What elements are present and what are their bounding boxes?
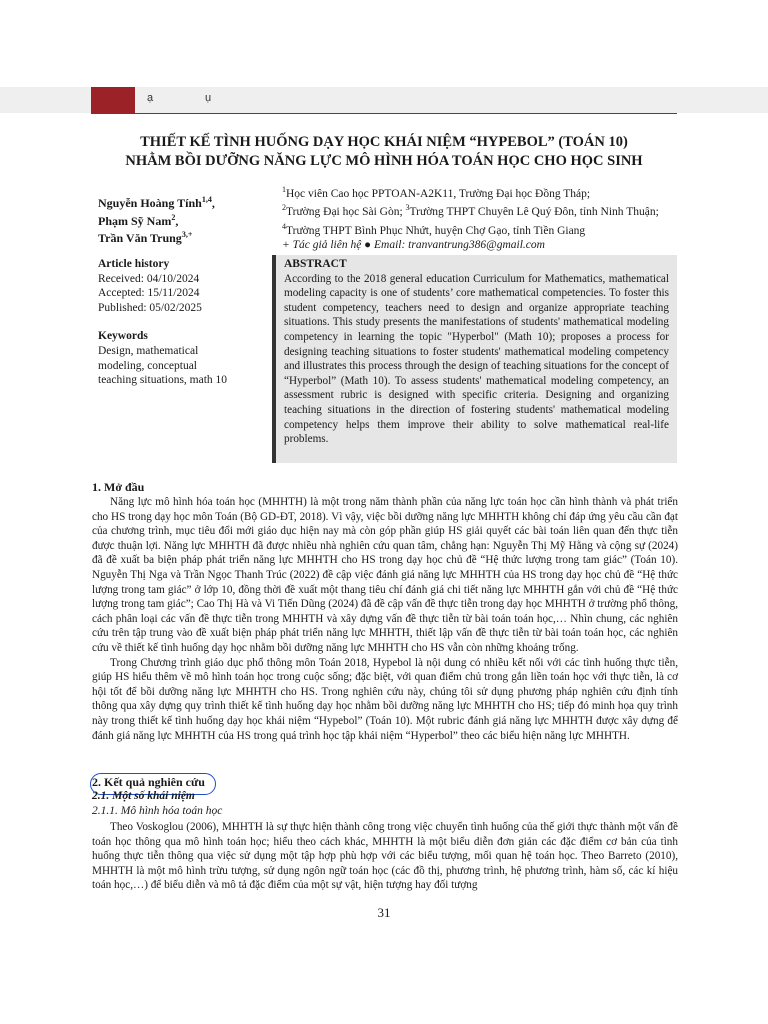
subsection-2-1-1-heading: 2.1.1. Mô hình hóa toán học [92,805,223,817]
author: Trần Văn Trung$^{3,+}$ [98,230,193,246]
subsection-2-1-heading: 2.1. Một số khái niệm [92,790,195,802]
keywords-line: teaching situations, math 10 [98,374,228,387]
header-rule [91,113,677,114]
author: Nguyễn Hoàng Tính$^{1,4}$, [98,195,215,210]
article-history-heading: Article history [98,258,170,270]
received-date: Received: 04/10/2024 [98,272,200,285]
paragraph: Theo Voskoglou (2006), MHHTH là sự thực hiện thành công trong việc chuyển tình huống của thế giới thực thành một vấn đề toán học thông qua mô hình toán học; hiểu theo cách khác, MHHTH là một biểu diễn đơn giản các đặc điểm cơ bản của tình huống thực tiễn thông qua việc sử dụng một tập hợp phù hợp với các biểu tượng, mối quan hệ toán học. Theo Barreto (2010), MHHTH là một mô hình trừu tượng, sử dụng ngôn ngữ toán học (các đồ thị, phương trình, hệ phương trình, hàm số, các kí hiệu toán học,…) để biểu diễn và mô tả đặc điểm của một sự vật, hiện tượng hay đối tượng [92,821,678,892]
paragraph: Trong Chương trình giáo dục phổ thông môn Toán 2018, Hypebol là nội dung có nhiều kết nối với các tình huống thực tiễn, giúp HS hiểu thêm về mô hình toán học trong cuộc sống; đặc biệt, với quan điểm chủ trong gắn liền toán học với thực tiễn, là cơ hội tốt để bồi dưỡng năng lực MHHTH cho HS. Trong nghiên cứu này, chúng tôi sử dụng phương pháp nghiên cứu định tính thông qua xây dựng quy trình thiết kế tình huống dạy học nhằm bồi dưỡng năng lực MHHTH cho HS; tiếp đó minh họa quy trình này trong thiết kế tình huống dạy học khái niệm “Hypebol” (Toán 10). Một rubric đánh giá năng lực MHHTH được xây dựng để đánh giá năng lực MHHTH của HS trong quá trình học tập khái niệm “Hyperbol” theo các biểu hiện năng lực MHHTH. [92,656,678,742]
accepted-date: Accepted: 15/11/2024 [98,287,200,300]
title-line-1: THIẾT KẾ TÌNH HUỐNG DẠY HỌC KHÁI NIỆM “HYPEBOL” (TOÁN 10) [140,134,628,150]
paragraph: Năng lực mô hình hóa toán học (MHHTH) là một trong năm thành phần của năng lực toán học cần hình thành và phát triển cho HS trong dạy học môn Toán (Bộ GD-ĐT, 2018). Vì vậy, việc bồi dưỡng năng lực MHHTH không chỉ đáp ứng yêu cầu cần đạt của chương trình, mục tiêu đổi mới giáo dục hiện nay mà còn góp phần giúp HS giải quyết các bài toán liên quan đến thực tiễn được thuận lợi. Năng lực MHHTH đã được nhiều nhà nghiên cứu quan tâm, chẳng hạn: Nguyễn Thị Mỹ Hằng và cộng sự (2024) đã đề xuất ba biện pháp phát triển năng lực MHHTH cho HS trong dạy học chủ đề “Hệ thức lượng trong tam giác” (Toán 10). Nguyễn Thị Nga và Trần Ngọc Thanh Trúc (2022) đề cập việc đánh giá năng lực MHHTH của HS trong dạy học chủ đề “Hệ thức lượng trong tam giác” ở lớp 10, đồng thời đề xuất một thang tiêu chí đánh giá chi tiết năng lực MHHTH gắn với chủ đề “Hệ thức lượng trong tam giác”; Cao Thị Hà và Vi Tiến Dũng (2024) đã đề cập vấn đề thực tiễn trong dạy học MHHTH ở trường phổ thông, cách phân loại các vấn đề thực tiễn trong MHHTH và xây dựng vấn đề thực tiễn từ bài toán toán học,… Nhìn chung, các nghiên cứu trên tập trung vào đề xuất biện pháp phát triển năng lực MHHTH, thiết lập vấn đề thực tiễn từ bài toán toán học, các nghiên cứu về thiết kế tình huống dạy học nhằm bồi dưỡng năng lực MHHTH cho HS vẫn còn những khoảng trống. [92,496,678,654]
abstract-text: According to the 2018 general education Curriculum for Mathematics, mathematical modeling capacity is one of students’ core mathematical competencies. To foster this student competency, teachers need to design and organize appropriate teaching situations. This study presents the manifestations of students' mathematical modeling competency in learning the topic "Hyperbol" (Math 10); proposes a process for designing teaching situations to foster students' mathematical modeling competency and illustrates this process through the design of teaching situations for the concept of “Hyperbol” (Math 10). To assess students' mathematical modeling competency, an assessment rubric is designed with specific criteria. Designing and organizing teaching situations in the direction of fostering students' mathematical modeling competency helps them improve their ability to solve mathematical real-life problems. [284,272,669,446]
affiliation-line: $^4$Trường THPT Bình Phục Nhứt, huyện Chợ Gạo, tỉnh Tiền Giang [282,221,586,237]
header-right-text: ụ [205,92,212,104]
header-accent-block [91,87,135,113]
section-1-heading: 1. Mở đầu [92,480,145,494]
author-list [98,193,215,246]
affiliation-line: $^2$Trường Đại học Sài Gòn; $^3$Trường THPT Chuyên Lê Quý Đôn, tỉnh Ninh Thuận; [282,203,659,219]
section-1-body [92,495,678,743]
title-line-2: NHẰM BỒI DƯỠNG NĂNG LỰC MÔ HÌNH HÓA TOÁN HỌC CHO HỌC SINH [125,153,643,169]
abstract-box [272,255,677,463]
keywords-heading: Keywords [98,330,148,343]
author: Phạm Sỹ Nam$^2$, [98,212,179,228]
abstract-heading: ABSTRACT [284,258,347,270]
published-date: Published: 05/02/2025 [98,301,202,314]
keywords-line: modeling, conceptual [98,359,197,372]
keywords-line: Design, mathematical [98,344,199,357]
contact-email: + Tác giả liên hệ ● Email: tranvantrung386@gmail.com [282,239,545,252]
affiliation-line: $^1$Học viên Cao học PPTOAN-A2K11, Trường Đại học Đồng Tháp; [282,185,591,200]
section-2-body [92,820,678,893]
page-number: 31 [377,905,391,920]
section-2-heading: 2. Kết quả nghiên cứu [92,775,205,789]
header-left-text: ạ [147,92,154,104]
affiliations [282,183,682,253]
paper-title [92,133,676,171]
article-info [98,257,268,388]
